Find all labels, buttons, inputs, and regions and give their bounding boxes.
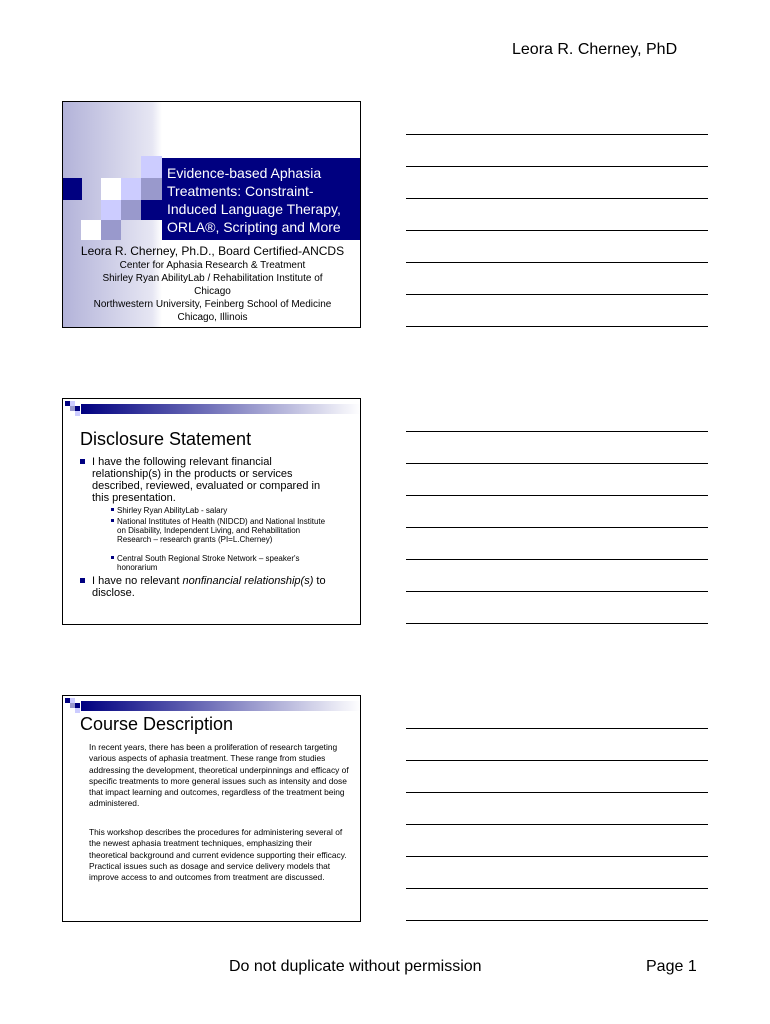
footer-notice: Do not duplicate without permission [229, 958, 482, 975]
note-line [406, 527, 708, 528]
note-line [406, 262, 708, 263]
disclosure-slide [62, 398, 361, 625]
bullet-icon [80, 578, 85, 583]
affiliation-2: Shirley Ryan AbilityLab / Rehabilitation Institute of Chicago [102, 273, 323, 297]
note-line [406, 230, 708, 231]
bullet-text: I have the following relevant financial relationship(s) in the products or services described, reviewed, evaluated or compared in this presentation. [92, 456, 321, 504]
decor-square [141, 200, 162, 220]
note-line [406, 888, 708, 889]
decor-square [141, 156, 162, 178]
note-line [406, 856, 708, 857]
note-line [406, 431, 708, 432]
presenter-block [63, 244, 361, 324]
note-line [406, 166, 708, 167]
decor-square [141, 178, 162, 200]
note-line [406, 294, 708, 295]
page-number: Page 1 [646, 958, 697, 975]
affiliation-1: Center for Aphasia Research & Treatment [119, 260, 306, 271]
note-line [406, 198, 708, 199]
note-line [406, 623, 708, 624]
bullet-icon [111, 519, 114, 522]
note-line [406, 326, 708, 327]
affiliation-3: Northwestern University, Feinberg School of Medicine [93, 299, 332, 310]
note-line [406, 591, 708, 592]
header-bar [81, 701, 361, 711]
note-line [406, 792, 708, 793]
decor-square [121, 178, 141, 200]
description-paragraph: This workshop describes the procedures for administering several of the newest aphasia treatment techniques, emphasizing their theoretical background and current evidence supporting their efficacy. Practical issues such as dosage and service delivery models that improve access to and outcomes from treatment are discussed. [89, 827, 347, 883]
decor-square [75, 411, 80, 416]
note-line [406, 134, 708, 135]
course-description-slide [62, 695, 361, 922]
slide-title: Disclosure Statement [80, 429, 252, 449]
location: Chicago, Illinois [177, 312, 248, 323]
sub-bullet-text: Shirley Ryan AbilityLab - salary [117, 506, 228, 515]
header-bar [81, 404, 361, 414]
bullet-icon [111, 556, 114, 559]
decor-square [121, 200, 141, 220]
sub-bullet-text: Central South Regional Stroke Network – speaker's honorarium [117, 554, 300, 572]
decor-square [63, 178, 82, 200]
note-line [406, 920, 708, 921]
note-line [406, 760, 708, 761]
sub-bullet-text: National Institutes of Health (NIDCD) and National Institute on Disability, Independent Living, and Rehabilitation Research – research grants (PI=L.Cherney) [117, 517, 326, 544]
presenter-name: Leora R. Cherney, Ph.D., Board Certified-ANCDS [80, 244, 345, 258]
bullet-text: I have no relevant nonfinancial relationship(s) to disclose. [92, 575, 326, 599]
slide-title: Evidence-based Aphasia Treatments: Constraint-Induced Language Therapy, ORLA®, Scripting and More [167, 165, 341, 235]
bullet-icon [80, 459, 85, 464]
decor-square [81, 220, 101, 240]
note-line [406, 495, 708, 496]
note-line [406, 824, 708, 825]
bullet-icon [111, 508, 114, 511]
decor-square [101, 178, 121, 200]
title-slide [62, 101, 361, 328]
note-line [406, 728, 708, 729]
decor-square [101, 200, 121, 220]
decor-square [75, 708, 80, 713]
slide-title: Course Description [80, 714, 234, 734]
decor-square [101, 220, 121, 240]
note-line [406, 463, 708, 464]
header-author: Leora R. Cherney, PhD [512, 41, 678, 58]
description-paragraph: In recent years, there has been a proliferation of research targeting various aspects of aphasia treatment. These range from studies addressing the development, theoretical underpinnings and efficacy of specific treatments to more general issues such as intensity and dose that impact learning and outcomes, regardless of the treatment being administered. [89, 742, 349, 809]
note-line [406, 559, 708, 560]
